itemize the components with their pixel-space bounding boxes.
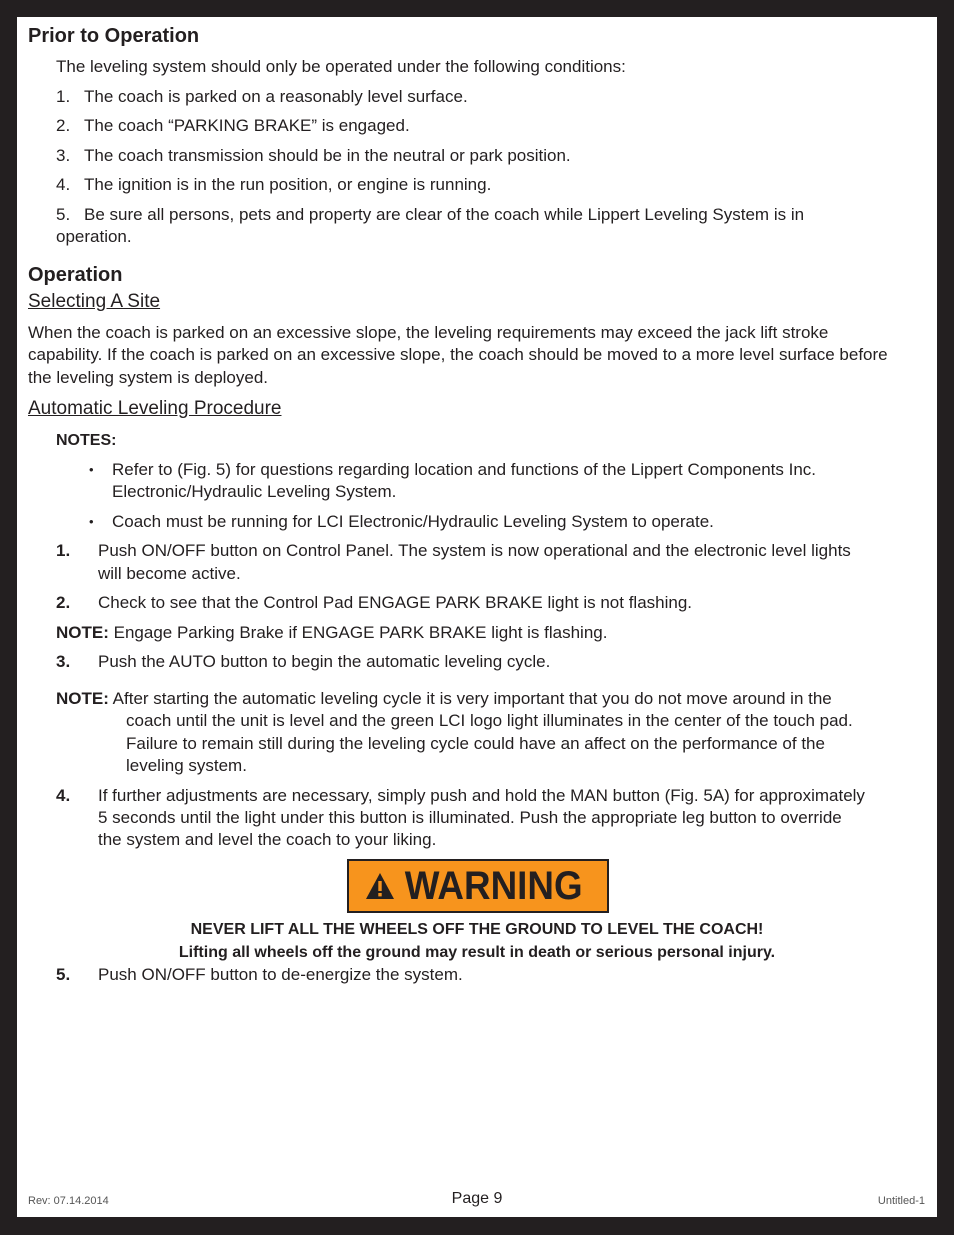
step-3-num: 3. xyxy=(56,652,71,671)
warning-word: WARNING xyxy=(405,863,583,908)
site-line-1: When the coach is parked on an excessive slope, the leveling requirements may exceed the jack lift stroke xyxy=(28,323,829,342)
note-2-line4: leveling system. xyxy=(126,756,247,775)
note-1 xyxy=(56,622,607,644)
note-1-text: Engage Parking Brake if ENGAGE PARK BRAKE light is flashing. xyxy=(108,623,608,642)
prior-item-5-line2: operation. xyxy=(56,227,132,246)
footer-page-number: Page 9 xyxy=(451,1190,503,1207)
step-4-line1: If further adjustments are necessary, simply push and hold the MAN button (Fig. 5A) for approximately xyxy=(98,786,865,805)
prior-item-4-num: 4. xyxy=(56,175,71,194)
footer-file: Untitled-1 xyxy=(877,1195,925,1207)
bullet-dot-1: • xyxy=(89,462,94,477)
note-2-line3: Failure to remain still during the leveling cycle could have an affect on the performance of the xyxy=(126,734,825,753)
note-2-line1-wrap xyxy=(56,688,832,710)
prior-item-2: The coach “PARKING BRAKE” is engaged. xyxy=(84,116,410,135)
note-2-line2: coach until the unit is level and the green LCI logo light illuminates in the center of the touch pad. xyxy=(126,711,853,730)
step-5-line1: Push ON/OFF button to de-energize the system. xyxy=(98,965,463,984)
operation-heading: Operation xyxy=(28,264,123,286)
prior-item-3: The coach transmission should be in the neutral or park position. xyxy=(84,146,571,165)
prior-item-4: The ignition is in the run position, or engine is running. xyxy=(84,175,492,194)
notes-label: NOTES: xyxy=(56,432,117,449)
prior-item-1-num: 1. xyxy=(56,87,71,106)
note-2-line1: After starting the automatic leveling cycle it is very important that you do not move around in the xyxy=(108,689,832,708)
step-3-line1: Push the AUTO button to begin the automatic leveling cycle. xyxy=(98,652,551,671)
bullet-1-line1: Refer to (Fig. 5) for questions regarding location and functions of the Lippert Components Inc. xyxy=(112,460,817,479)
step-2-num: 2. xyxy=(56,593,71,612)
step-4-num: 4. xyxy=(56,786,71,805)
warning-line-2: Lifting all wheels off the ground may result in death or serious personal injury. xyxy=(178,944,776,961)
prior-intro: The leveling system should only be operated under the following conditions: xyxy=(56,57,626,76)
site-line-3: the leveling system is deployed. xyxy=(28,368,269,387)
bullet-1-line2: Electronic/Hydraulic Leveling System. xyxy=(112,482,397,501)
note-2-label: NOTE: xyxy=(56,689,109,708)
step-1-line1: Push ON/OFF button on Control Panel. The system is now operational and the electronic level lights xyxy=(98,541,851,560)
step-4-line3: the system and level the coach to your liking. xyxy=(98,830,437,849)
prior-item-3-num: 3. xyxy=(56,146,71,165)
bullet-dot-2: • xyxy=(89,514,94,529)
auto-heading: Automatic Leveling Procedure xyxy=(28,398,282,419)
document-page xyxy=(17,17,937,1217)
prior-item-2-num: 2. xyxy=(56,116,71,135)
step-1-line2: will become active. xyxy=(98,564,241,583)
step-5-num: 5. xyxy=(56,965,71,984)
footer-rev: Rev: 07.14.2014 xyxy=(28,1195,109,1207)
step-4-line2: 5 seconds until the light under this button is illuminated. Push the appropriate leg button to override xyxy=(98,808,842,827)
step-1-num: 1. xyxy=(56,541,71,560)
prior-item-5-num: 5. xyxy=(56,205,71,224)
bullet-2-line1: Coach must be running for LCI Electronic/Hydraulic Leveling System to operate. xyxy=(112,512,714,531)
step-2-line1: Check to see that the Control Pad ENGAGE PARK BRAKE light is not flashing. xyxy=(98,593,693,612)
warning-label xyxy=(347,859,609,913)
site-line-2: capability. If the coach is parked on an excessive slope, the coach should be moved to a more level surface before xyxy=(28,345,888,364)
warning-line-1: NEVER LIFT ALL THE WHEELS OFF THE GROUND TO LEVEL THE COACH! xyxy=(190,921,764,938)
prior-item-5-line1: Be sure all persons, pets and property are clear of the coach while Lippert Leveling System is in xyxy=(84,205,805,224)
site-heading: Selecting A Site xyxy=(28,291,161,312)
prior-heading: Prior to Operation xyxy=(28,25,200,47)
warning-triangle-icon xyxy=(365,871,395,901)
prior-item-1: The coach is parked on a reasonably level surface. xyxy=(84,87,468,106)
note-1-label: NOTE: xyxy=(56,623,109,642)
